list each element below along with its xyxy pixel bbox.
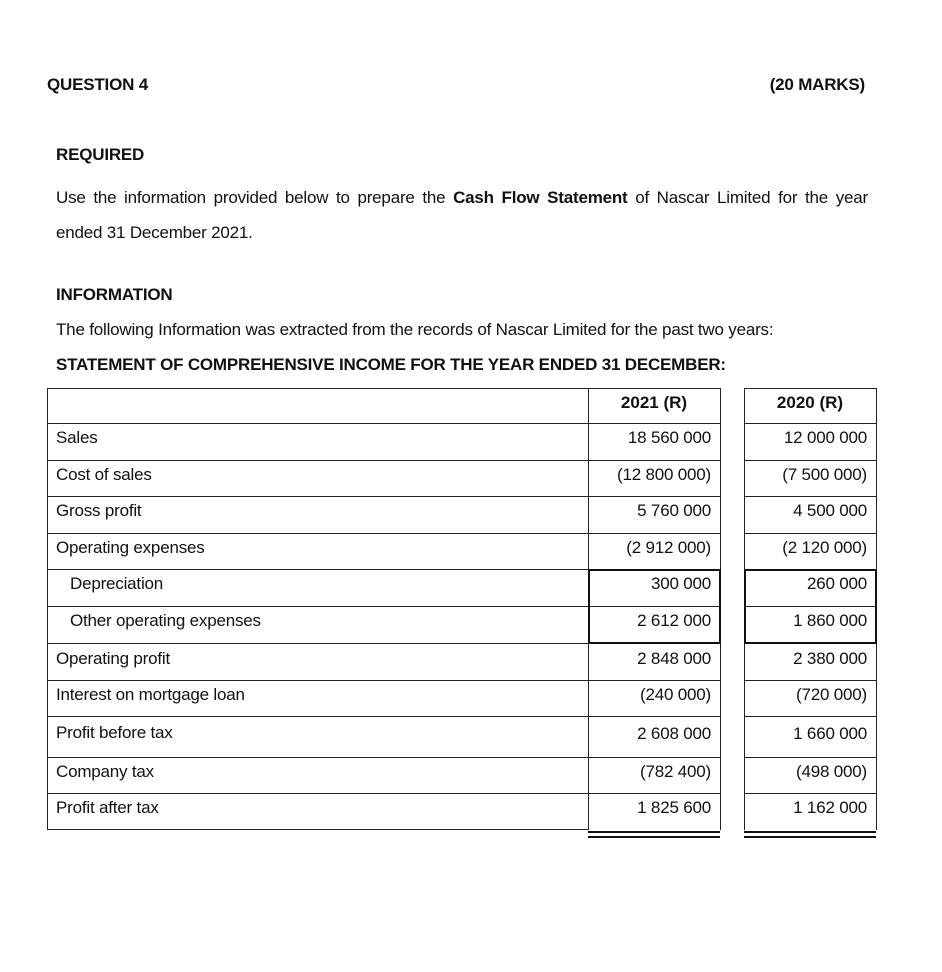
row-value-2021: (2 912 000) <box>626 538 711 557</box>
row-value-2020: 4 500 000 <box>793 501 867 520</box>
row-value-2021: 1 825 600 <box>637 798 711 817</box>
row-value-2020: (7 500 000) <box>782 465 867 484</box>
question-marks: (20 MARKS) <box>769 75 865 94</box>
row-value-2020: 1 162 000 <box>793 798 867 817</box>
row-value-2021: (12 800 000) <box>616 465 711 484</box>
row-label-cost-of-sales: Cost of sales <box>56 465 152 484</box>
row-label-other-operating-expenses: Other operating expenses <box>70 611 261 630</box>
required-text-after: of Nascar Limited for the year <box>635 188 869 207</box>
row-value-2021: 18 560 000 <box>627 428 711 447</box>
row-value-2020: (720 000) <box>796 685 867 704</box>
row-value-2021: 5 760 000 <box>637 501 711 520</box>
information-text: The following Information was extracted from the records of Nascar Limited for the past two years: <box>56 320 774 339</box>
row-value-2020: 260 000 <box>806 574 867 593</box>
required-line-1 <box>56 180 868 215</box>
required-text-bold: Cash Flow Statement <box>453 188 628 207</box>
row-value-2021: 2 608 000 <box>637 724 711 743</box>
row-label-sales: Sales <box>56 428 98 447</box>
column-header-2020: 2020 (R) <box>776 393 844 412</box>
row-label-gross-profit: Gross profit <box>56 501 142 520</box>
required-paragraph <box>56 180 868 250</box>
row-value-2021: 300 000 <box>650 574 711 593</box>
row-value-2020: (498 000) <box>796 762 867 781</box>
column-header-2021: 2021 (R) <box>620 393 688 412</box>
row-label-depreciation: Depreciation <box>70 574 164 593</box>
row-label-interest-on-mortgage-loan: Interest on mortgage loan <box>56 685 245 704</box>
row-value-2020: 12 000 000 <box>783 428 867 447</box>
row-value-2021: 2 848 000 <box>637 649 711 668</box>
required-text-before: Use the information provided below to prepare the <box>56 188 446 207</box>
income-statement-table <box>47 388 877 830</box>
information-heading: INFORMATION <box>56 285 173 304</box>
row-value-2020: (2 120 000) <box>782 538 867 557</box>
row-label-company-tax: Company tax <box>56 762 154 781</box>
statement-title: STATEMENT OF COMPREHENSIVE INCOME FOR THE YEAR ENDED 31 DECEMBER: <box>56 355 726 374</box>
row-value-2021: (240 000) <box>640 685 711 704</box>
row-value-2021: (782 400) <box>640 762 711 781</box>
row-value-2021: 2 612 000 <box>637 611 711 630</box>
row-value-2020: 1 860 000 <box>793 611 867 630</box>
row-label-profit-before-tax: Profit before tax <box>56 723 173 742</box>
row-label-operating-expenses: Operating expenses <box>56 538 205 557</box>
row-value-2020: 2 380 000 <box>793 649 867 668</box>
row-label-operating-profit: Operating profit <box>56 649 170 668</box>
row-value-2020: 1 660 000 <box>793 724 867 743</box>
question-title: QUESTION 4 <box>47 75 148 94</box>
row-label-profit-after-tax: Profit after tax <box>56 798 159 817</box>
required-line-2: ended 31 December 2021. <box>56 223 253 242</box>
required-heading: REQUIRED <box>56 145 145 164</box>
